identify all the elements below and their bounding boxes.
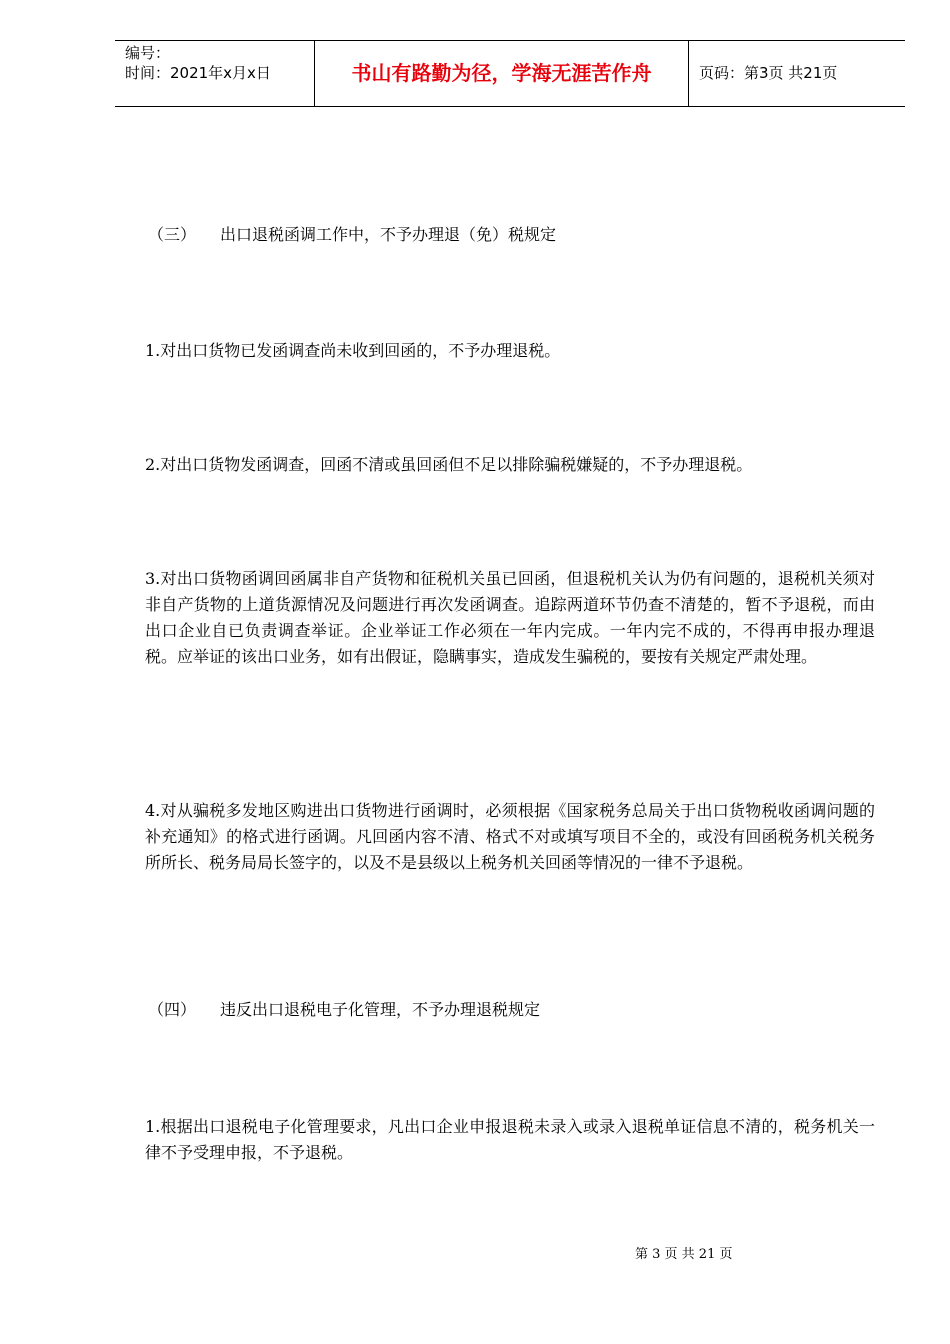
section-title: 出口退税函调工作中，不予办理退（免）税规定: [220, 225, 557, 244]
header-motto: 书山有路勤为径，学海无涯苦作舟: [315, 41, 689, 106]
section-heading-4: [148, 999, 540, 1021]
document-number-label: 编号：: [125, 44, 171, 62]
header-page-info: 页码：第3页 共21页: [699, 64, 838, 82]
page-footer: 第 3 页 共 21 页: [635, 1247, 733, 1262]
section-number: （三）: [148, 225, 197, 244]
page-header: [115, 40, 905, 107]
document-date: 时间：2021年x月x日: [125, 64, 271, 82]
paragraph-2: 2.对出口货物发函调查，回函不清或虽回函但不足以排除骗税嫌疑的，不予办理退税。: [145, 455, 753, 474]
section-title: 违反出口退税电子化管理，不予办理退税规定: [220, 1000, 541, 1019]
paragraph-1: 1.对出口货物已发函调查尚未收到回函的，不予办理退税。: [145, 341, 561, 360]
section-heading-3: [148, 224, 556, 246]
paragraph-5: 1.根据出口退税电子化管理要求，凡出口企业申报退税未录入或录入退税单证信息不清的，税务机关一律不予受理申报，不予退税。: [145, 1117, 875, 1162]
section-number: （四）: [148, 1000, 197, 1019]
paragraph-3: 3.对出口货物函调回函属非自产货物和征税机关虽已回函，但退税机关认为仍有问题的，退税机关须对非自产货物的上道货源情况及问题进行再次发函调查。追踪两道环节仍查不清楚的，暂不予退税，而由出口企业自已负责调查举证。企业举证工作必须在一年内完成。一年内完不成的，不得再申报办理退税。应举证的该出口业务，如有出假证，隐瞒事实，造成发生骗税的，要按有关规定严肃处理。: [145, 569, 875, 666]
paragraph-4: 4.对从骗税多发地区购进出口货物进行函调时，必须根据《国家税务总局关于出口货物税收函调问题的补充通知》的格式进行函调。凡回函内容不清、格式不对或填写项目不全的，或没有回函税务机关税务所所长、税务局局长签字的，以及不是县级以上税务机关回函等情况的一律不予退税。: [145, 801, 875, 872]
header-meta: [115, 41, 315, 106]
